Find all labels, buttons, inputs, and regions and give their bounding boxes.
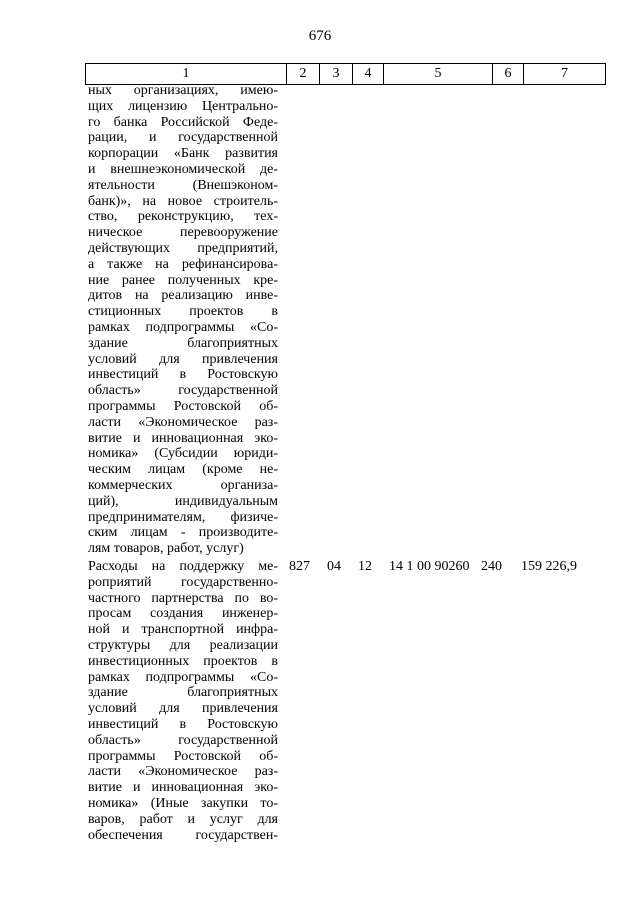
description-line: рации, и государственной	[88, 130, 278, 146]
description-line: го банка Российской Феде-	[88, 114, 278, 130]
column-header-row	[86, 64, 606, 85]
description-line: банк)», на новое строитель-	[88, 193, 278, 209]
column-header-2: 2	[287, 64, 320, 85]
expense-kind-code: 240	[481, 559, 502, 574]
description-line: ных организациях, имею-	[88, 83, 278, 98]
description-line: предпринимателям, физиче-	[88, 509, 278, 525]
column-header-7: 7	[524, 64, 606, 85]
description-line: инвестиций в Ростовскую	[88, 367, 278, 383]
description-line: витие и инновационная эко-	[88, 430, 278, 446]
description-line: область» государственной	[88, 383, 278, 399]
description-line: ятельности (Внешэконом-	[88, 177, 278, 193]
admin-code: 827	[289, 559, 310, 574]
description-line: условий для привлечения	[88, 701, 278, 717]
description-line: просам создания инженер-	[88, 606, 278, 622]
description-line: область» государственной	[88, 732, 278, 748]
description-line: ций), индивидуальным	[88, 493, 278, 509]
target-article-code: 14 1 00 90260	[389, 559, 470, 574]
description-line: ласти «Экономическое раз-	[88, 414, 278, 430]
description-line: стиционных проектов в	[88, 304, 278, 320]
description-line: рамках подпрограммы «Со-	[88, 319, 278, 335]
row-description	[88, 559, 278, 843]
description-line: номика» (Субсидии юриди-	[88, 446, 278, 462]
subsection-code: 12	[358, 559, 372, 574]
description-line: ческим лицам (кроме не-	[88, 462, 278, 478]
description-line: ским лицам - производите-	[88, 525, 278, 541]
column-header-5: 5	[384, 64, 493, 85]
page-number: 676	[308, 28, 332, 44]
description-line: ласти «Экономическое раз-	[88, 764, 278, 780]
column-header-3: 3	[320, 64, 353, 85]
description-line: лям товаров, работ, услуг)	[88, 541, 244, 557]
description-line: здание благоприятных	[88, 335, 278, 351]
description-line: здание благоприятных	[88, 685, 278, 701]
section-code: 04	[327, 559, 341, 574]
description-line: действующих предприятий,	[88, 240, 278, 256]
description-line: номика» (Иные закупки то-	[88, 795, 278, 811]
description-line: корпорации «Банк развития	[88, 146, 278, 162]
description-line: частного партнерства по во-	[88, 590, 278, 606]
description-line: структуры для реализации	[88, 637, 278, 653]
description-line: витие и инновационная эко-	[88, 780, 278, 796]
description-line: роприятий государственно-	[88, 574, 278, 590]
amount-value: 159 226,9	[521, 559, 577, 574]
description-line: щих лицензию Центрально-	[88, 98, 278, 114]
description-line: обеспечения государствен-	[88, 827, 278, 843]
column-header-4: 4	[353, 64, 384, 85]
description-line: и внешнеэкономической де-	[88, 161, 278, 177]
description-line: коммерческих организа-	[88, 477, 278, 493]
description-line: дитов на реализацию инве-	[88, 288, 278, 304]
description-line: программы Ростовской об-	[88, 748, 278, 764]
description-line: Расходы на поддержку ме-	[88, 559, 278, 574]
description-line: инвестиционных проектов в	[88, 653, 278, 669]
column-header-1: 1	[86, 64, 287, 85]
description-line: ство, реконструкцию, тех-	[88, 209, 278, 225]
column-header-table	[85, 63, 606, 85]
description-line: варов, работ и услуг для	[88, 811, 278, 827]
continued-row-description	[88, 83, 278, 557]
description-line: ной и транспортной инфра-	[88, 622, 278, 638]
description-line: условий для привлечения	[88, 351, 278, 367]
description-line: рамках подпрограммы «Со-	[88, 669, 278, 685]
description-line: программы Ростовской об-	[88, 398, 278, 414]
description-line: а также на рефинансирова-	[88, 256, 278, 272]
description-line: ническое перевооружение	[88, 225, 278, 241]
description-line: ние ранее полученных кре-	[88, 272, 278, 288]
description-line: инвестиций в Ростовскую	[88, 716, 278, 732]
column-header-6: 6	[493, 64, 524, 85]
